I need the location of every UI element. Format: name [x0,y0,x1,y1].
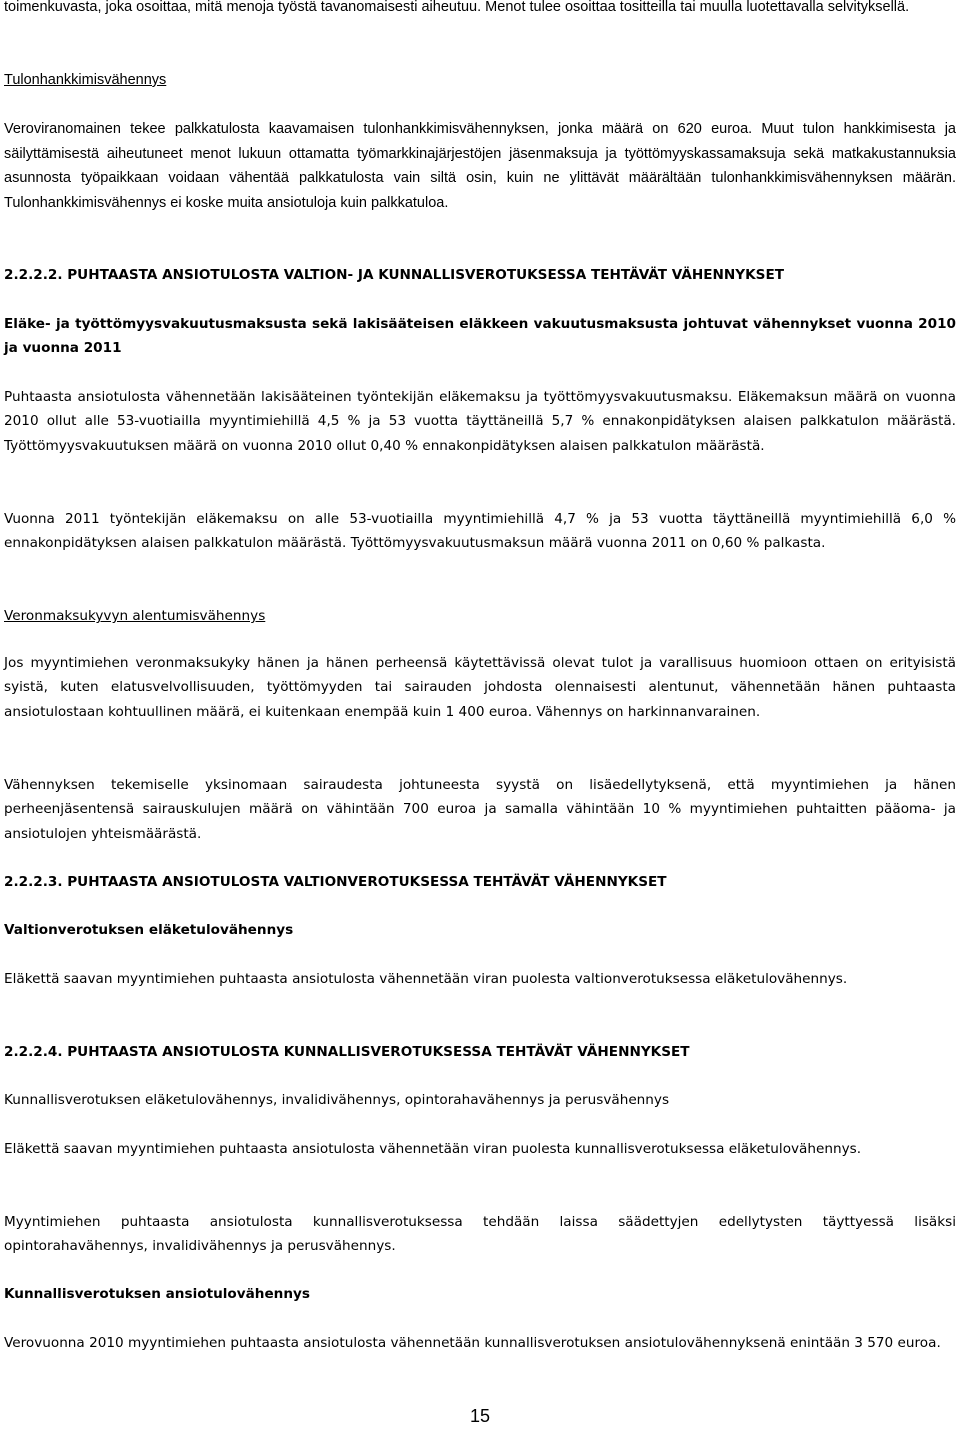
subheading-valtionverotus: Valtionverotuksen eläketulovähennys [4,922,294,938]
section-heading-2-2-2-4: 2.2.2.4. PUHTAASTA ANSIOTULOSTA KUNNALLISVEROTUKSESSA TEHTÄVÄT VÄHENNYKSET [4,1044,690,1060]
page-number: 15 [469,1406,491,1426]
section-heading-2-2-2-3: 2.2.2.3. PUHTAASTA ANSIOTULOSTA VALTIONVEROTUKSESSA TEHTÄVÄT VÄHENNYKSET [4,874,667,890]
section-heading-2-2-2-2: 2.2.2.2. PUHTAASTA ANSIOTULOSTA VALTION- JA KUNNALLISVEROTUKSESSA TEHTÄVÄT VÄHENNYKSET [4,267,785,283]
paragraph-veronmaksukyky-1: Jos myyntimiehen veronmaksukyky hänen ja hänen perheensä käytettävissä olevat tulot ja varallisuus huomioon ottaen on erityisistä syistä, kuten elatusvelvollisuuden, työttömyyden tai sairauden johdosta olennaisesti alentunut, vähennetään hänen puhtaasta ansiotulostaan kohtuullinen määrä, ei kuitenkaan enempää kuin 1 400 euroa. Vähennys on harkinnanvarainen. [4,655,956,720]
paragraph-veronmaksukyky-2: Vähennyksen tekemiselle yksinomaan sairaudesta johtuneesta syystä on lisäedellytyksenä, että myyntimiehen ja hänen perheenjäsentensä sairauskulujen määrä on vähintään 700 euroa ja samalla vähintään 10 % myyntimiehen puhtaitten pääoma- ja ansiotulojen yhteismäärästä. [4,777,956,842]
paragraph-tulonhankkimisvahennys [4,117,956,215]
paragraph-tulonhankkimisvahennys-text: Veroviranomainen tekee palkkatulosta kaavamaisen tulonhankkimisvähennyksen, jonka määrä on 620 euroa. Muut tulon hankkimisesta ja säilyttämisestä aiheutuneet menot lukuun ottamatta työmarkkinajärjestöjen jäsenmaksuja ja työttömyyskassamaksuja sekä matkakustannuksia asunnosta työpaikkaan voidaan vähentää palkkatulosta vain siltä osin, kuin ne ylittävät määrältään tulonhankkimisvähennyksen määrän. Tulonhankkimisvähennys ei koske muita ansiotuloja kuin palkkatuloa. [4,121,956,211]
intro-paragraph: toimenkuvasta, joka osoittaa, mitä menoja työstä tavanomaisesti aiheutuu. Menot tulee osoittaa tositteilla tai muulla luotettavalla selvityksellä. [4,0,910,15]
heading-tulonhankkimisvahennys: Tulonhankkimisvähennys [4,72,167,88]
paragraph-elakemaksu-2011: Vuonna 2011 työntekijän eläkemaksu on alle 53-vuotiailla myyntimiehillä 4,7 % ja 53 vuotta täyttäneillä myyntimiehillä 6,0 % ennakonpidätyksen alaisen palkkatulon määrästä. Työttömyysvakuutusmaksun määrä vuonna 2011 on 0,60 % palkasta. [4,511,956,552]
subheading-elake: Eläke- ja työttömyysvakuutusmaksusta sekä lakisääteisen eläkkeen vakuutusmaksusta johtuvat vähennykset vuonna 2010 ja vuonna 2011 [4,316,956,357]
paragraph-kunnallis-ansiotulo: Verovuonna 2010 myyntimiehen puhtaasta ansiotulosta vähennetään kunnallisverotuksen ansiotulovähennyksenä enintään 3 570 euroa. [4,1335,941,1351]
heading-veronmaksukyky: Veronmaksukyvyn alentumisvähennys [4,608,266,624]
paragraph-kunnallis-list: Kunnallisverotuksen eläketulovähennys, invalidivähennys, opintorahavähennys ja perusvähennys [4,1092,670,1108]
paragraph-valtionverotus: Eläkettä saavan myyntimiehen puhtaasta ansiotulosta vähennetään viran puolesta valtionverotuksessa eläketulovähennys. [4,971,848,987]
paragraph-kunnallis-laki: Myyntimiehen puhtaasta ansiotulosta kunnallisverotuksessa tehdään laissa säädettyjen edellytysten täyttyessä lisäksi opintorahavähennys, invalidivähennys ja perusvähennys. [4,1214,956,1255]
paragraph-elakemaksu-2010: Puhtaasta ansiotulosta vähennetään lakisääteinen työntekijän eläkemaksu ja työttömyysvakuutusmaksu. Eläkemaksun määrä on vuonna 2010 ollut alle 53-vuotiailla myyntimiehillä 4,5 % ja 53 vuotta täyttäneillä 5,7 % ennakonpidätyksen alaisen palkkatulon määrästä. Työttömyysvakuutuksen määrä on vuonna 2010 ollut 0,40 % ennakonpidätyksen alaisen palkkatulon määrästä. [4,389,956,454]
heading-kunnallis-ansiotulo: Kunnallisverotuksen ansiotulovähennys [4,1286,310,1302]
paragraph-kunnallis-elake: Eläkettä saavan myyntimiehen puhtaasta ansiotulosta vähennetään viran puolesta kunnallisverotuksessa eläketulovähennys. [4,1141,862,1157]
